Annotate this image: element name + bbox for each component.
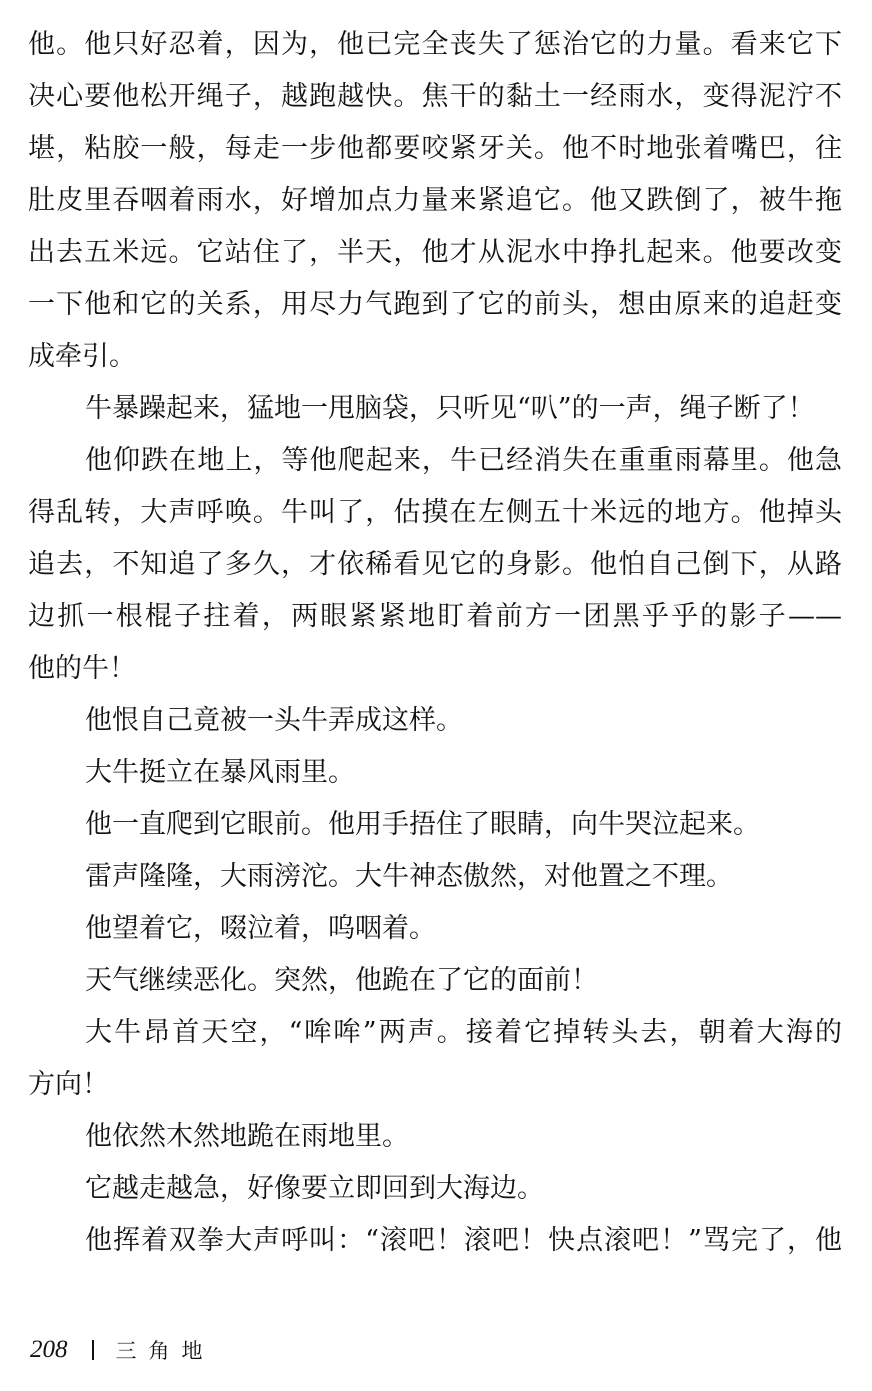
text-line: 大牛昂首天空，“哞哞”两声。接着它掉转头去，朝着大海的 (85, 1017, 842, 1048)
text-line: 决心要他松开绳子，越跑越快。焦干的黏土一经雨水，变得泥泞不 (28, 81, 842, 112)
paragraph (28, 1007, 842, 1111)
text-line: 追去，不知追了多久，才依稀看见它的身影。他怕自己倒下，从路 (28, 549, 842, 580)
text-line: 他仰跌在地上，等他爬起来，牛已经消失在重重雨幕里。他急 (85, 445, 842, 476)
text-line: 他的牛！ (28, 653, 136, 684)
text-line: 他一直爬到它眼前。他用手捂住了眼睛，向牛哭泣起来。 (85, 809, 760, 840)
text-line: 出去五米远。它站住了，半天，他才从泥水中挣扎起来。他要改变 (28, 237, 842, 268)
footer-separator (92, 1340, 94, 1360)
text-line: 边抓一根棍子拄着，两眼紧紧地盯着前方一团黑乎乎的影子—— (28, 601, 842, 632)
text-line: 雷声隆隆，大雨滂沱。大牛神态傲然，对他置之不理。 (85, 861, 733, 892)
page-number: 208 (30, 1336, 68, 1363)
text-line: 大牛挺立在暴风雨里。 (85, 757, 355, 788)
text-line: 他望着它，啜泣着，呜咽着。 (85, 913, 436, 944)
text-line: 肚皮里吞咽着雨水，好增加点力量来紧追它。他又跌倒了，被牛拖 (28, 185, 842, 216)
text-line: 一下他和它的关系，用尽力气跑到了它的前头，想由原来的追赶变 (28, 289, 842, 320)
paragraph (28, 1215, 842, 1267)
text-line: 成牵引。 (28, 341, 136, 372)
paragraph (28, 851, 842, 903)
paragraph (28, 383, 842, 435)
text-line: 它越走越急，好像要立即回到大海边。 (85, 1173, 544, 1204)
paragraph (28, 1111, 842, 1163)
text-line: 牛暴躁起来，猛地一甩脑袋，只听见“叭”的一声，绳子断了！ (85, 393, 815, 424)
paragraph (28, 799, 842, 851)
text-line: 他。他只好忍着，因为，他已完全丧失了惩治它的力量。看来它下 (28, 29, 842, 60)
paragraph (28, 435, 842, 695)
paragraph (28, 747, 842, 799)
page-footer (30, 1333, 215, 1367)
paragraph (28, 695, 842, 747)
text-line: 方向！ (28, 1069, 109, 1100)
paragraph (28, 19, 842, 383)
text-line: 堪，粘胶一般，每走一步他都要咬紧牙关。他不时地张着嘴巴，往 (28, 133, 842, 164)
body-text (28, 19, 842, 1267)
text-line: 他挥着双拳大声呼叫：“滚吧！滚吧！快点滚吧！”骂完了，他 (85, 1225, 842, 1256)
text-line: 天气继续恶化。突然，他跪在了它的面前！ (85, 965, 598, 996)
text-line: 他恨自己竟被一头牛弄成这样。 (85, 705, 463, 736)
paragraph (28, 1163, 842, 1215)
book-title: 三角地 (115, 1339, 215, 1363)
text-line: 得乱转，大声呼唤。牛叫了，估摸在左侧五十米远的地方。他掉头 (28, 497, 842, 528)
paragraph (28, 955, 842, 1007)
paragraph (28, 903, 842, 955)
text-line: 他依然木然地跪在雨地里。 (85, 1121, 409, 1152)
